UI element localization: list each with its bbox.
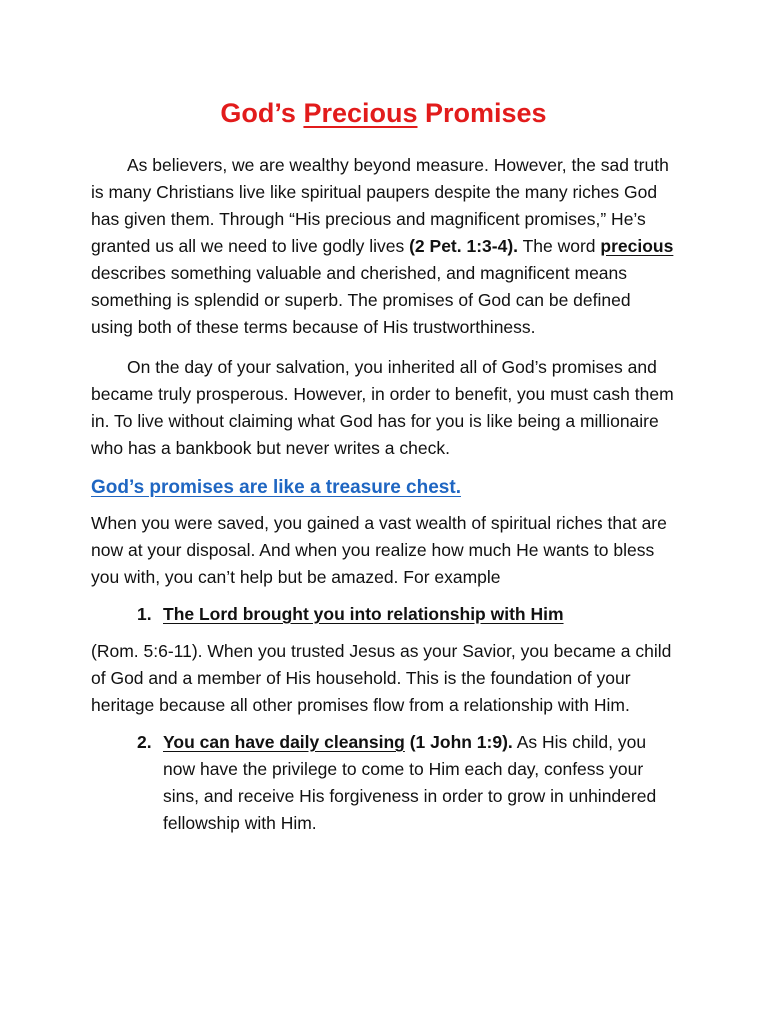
intro-text-2: The word: [518, 236, 601, 256]
list-item-2-body: [163, 729, 676, 837]
intro-keyword-precious: precious: [600, 236, 674, 256]
list-item-1: [91, 601, 676, 628]
list-item-1-text: The Lord brought you into relationship with Him: [163, 604, 564, 624]
intro-text-3: describes something valuable and cherished, and magnificent means something is splendid or superb. The promises of God can be defined using both of these terms because of His trustworthiness.: [91, 263, 631, 337]
section-heading: [91, 474, 676, 502]
intro-paragraph: [91, 152, 676, 341]
salvation-paragraph: On the day of your salvation, you inherited all of God’s promises and became truly prosperous. However, in order to benefit, you must cash them in. To live without claiming what God has for you is like being a millionaire who has a bankbook but never writes a check.: [91, 357, 674, 458]
title-part-3: Promises: [417, 98, 547, 128]
list-item-2-label: You can have daily cleansing: [163, 732, 405, 752]
relationship-paragraph: (Rom. 5:6-11). When you trusted Jesus as your Savior, you became a child of God and a member of His household. This is the foundation of your heritage because all other promises flow from a relationship with Him.: [91, 641, 672, 715]
intro-text-1: As believers, we are wealthy beyond measure. However, the sad truth is many Christians live like spiritual paupers despite the many riches God has given them. Through “His precious and magnificent promises,” He’s granted us all we need to live godly lives: [91, 155, 669, 256]
list-item-2-number: 2.: [137, 732, 152, 752]
list-item-2-ref: (1 John 1:9).: [404, 732, 513, 752]
treasure-paragraph: When you were saved, you gained a vast wealth of spiritual riches that are now at your disposal. And when you realize how much He wants to bless you with, you can’t help but be amazed. For example: [91, 513, 667, 587]
list-item-2: [91, 729, 676, 837]
list-item-1-number: 1.: [137, 604, 152, 624]
list-item-2-text: As His child, you now have the privilege to come to Him each day, confess your sins, and receive His forgiveness in order to grow in unhindered fellowship with Him.: [163, 732, 657, 833]
title-underlined-word: Precious: [303, 98, 418, 128]
section-heading-text: God’s promises are like a treasure chest.: [91, 477, 461, 498]
intro-scripture-ref: (2 Pet. 1:3-4).: [409, 236, 519, 256]
page-title: [91, 96, 676, 130]
title-part-1: God’s: [220, 98, 304, 128]
